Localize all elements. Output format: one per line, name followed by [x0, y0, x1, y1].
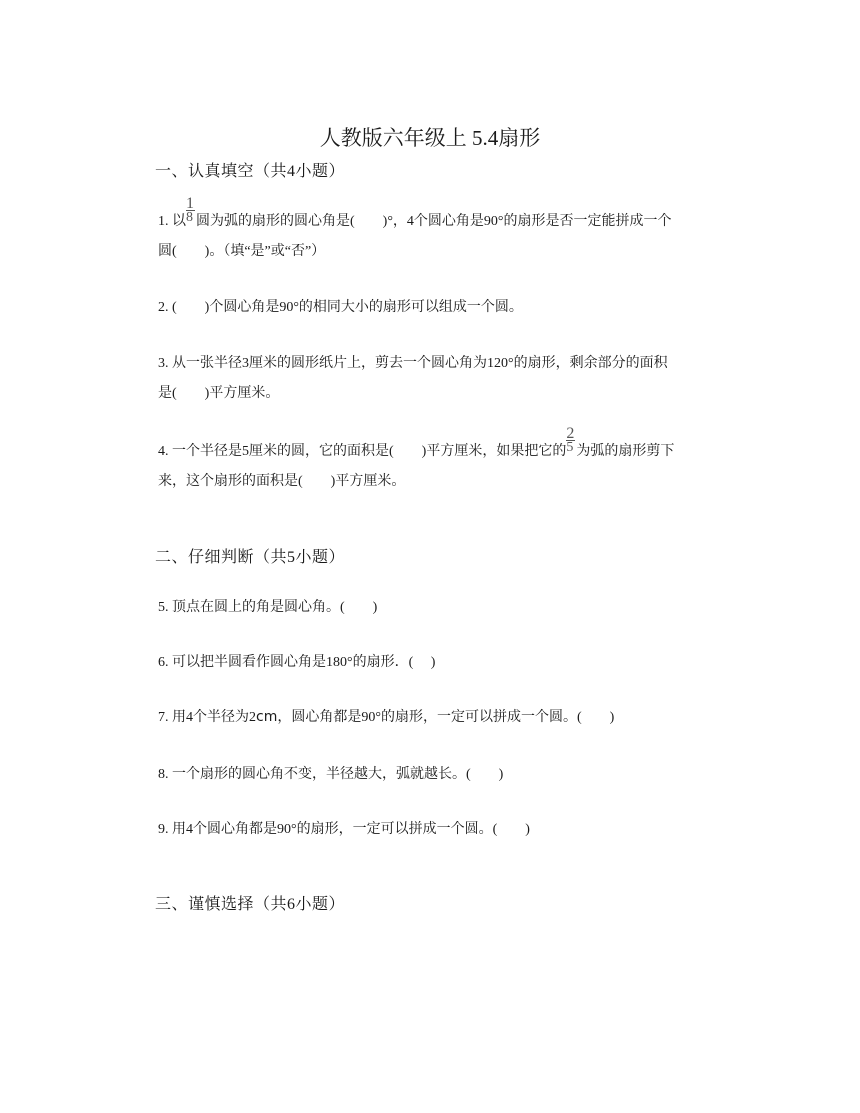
fraction-numerator: 2: [566, 425, 575, 442]
question-2: 2. ( )个圆心角是90°的相同大小的扇形可以组成一个圆。: [158, 300, 523, 315]
question-4-text-b: 为弧的扇形剪下: [576, 444, 675, 459]
fraction-denominator: 5: [566, 440, 574, 455]
question-4-text-a: 4. 一个半径是5厘米的圆，它的面积是( )平方厘米，如果把它的: [158, 444, 567, 459]
page-title: 人教版六年级上 5.4扇形: [319, 126, 541, 150]
question-1-text: 圆为弧的扇形的圆心角是( )°，4个圆心角是90°的扇形是否一定能拼成一个: [196, 214, 672, 229]
question-7-suffix: ，圆心角都是90°的扇形，一定可以拼成一个圆。( ): [277, 710, 615, 725]
question-4-line-1: [158, 425, 675, 460]
question-8: 8. 一个扇形的圆心角不变，半径越大，弧就越长。( ): [158, 767, 504, 782]
question-1-prefix: 1. 以: [158, 214, 186, 229]
section-heading-true-false: 二、仔细判断（共5小题）: [155, 549, 346, 566]
unit-cm: cm: [256, 709, 278, 725]
question-7: [158, 706, 614, 726]
question-4-line-2: 来，这个扇形的面积是( )平方厘米。: [158, 474, 406, 489]
question-9: 9. 用4个圆心角都是90°的扇形，一定可以拼成一个圆。( ): [158, 822, 530, 837]
fraction-numerator: 1: [186, 195, 194, 212]
section-heading-fill-in: 一、认真填空（共4小题）: [155, 163, 346, 180]
fraction-denominator: 8: [186, 210, 193, 225]
question-1-line-1: [158, 195, 672, 230]
fraction-two-fifths: [566, 425, 576, 455]
question-5: 5. 顶点在圆上的角是圆心角。( ): [158, 600, 378, 615]
question-6: 6. 可以把半圆看作圆心角是180°的扇形．( ): [158, 655, 436, 670]
question-3-line-1: 3. 从一张半径3厘米的圆形纸片上，剪去一个圆心角为120°的扇形，剩余部分的面积: [158, 356, 668, 371]
question-1-line-2: 圆( )。（填“是”或“否”）: [158, 244, 326, 259]
question-3-line-2: 是( )平方厘米。: [158, 386, 280, 401]
question-7-prefix: 7. 用4个半径为2: [158, 710, 256, 725]
fraction-one-eighth: [186, 195, 196, 225]
section-heading-multiple-choice: 三、谨慎选择（共6小题）: [155, 896, 346, 913]
